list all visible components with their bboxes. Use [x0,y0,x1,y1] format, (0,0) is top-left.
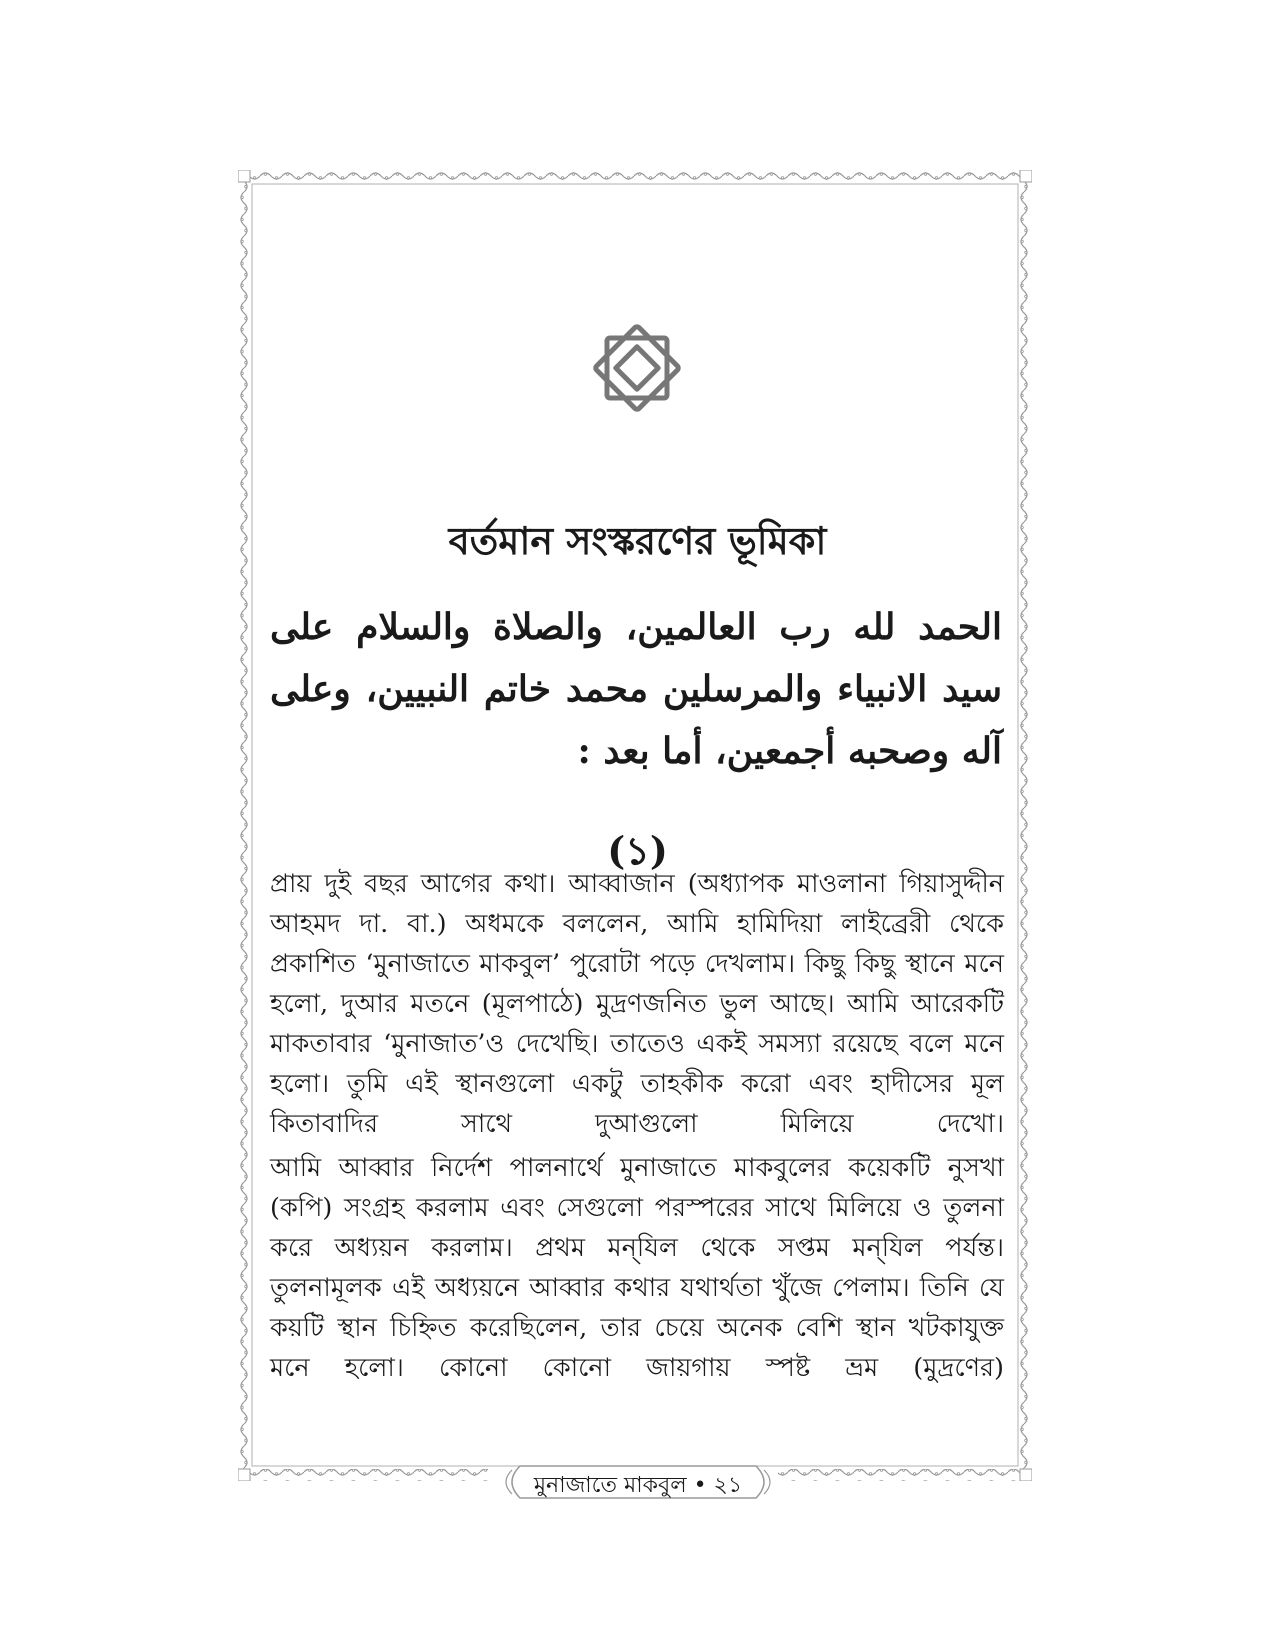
body-paragraph: আমি আব্বার নির্দেশ পালনার্থে মুনাজাতে মাকবুলের কয়েকটি নুসখা (কপি) সংগ্রহ করলাম এবং সেগুলো পরস্পরের সাথে মিলিয়ে ও তুলনা করে অধ্যয়ন করলাম। প্রথম মন্‌যিল থেকে সপ্তম মন্‌যিল পর্যন্ত। তুলনামূলক এই অধ্যয়নে আব্বার কথার যথার্থতা খুঁজে পেলাম। তিনি যে কয়টি স্থান চিহ্নিত করেছিলেন, তার চেয়ে অনেক বেশি স্থান খটকাযুক্ত মনে হলো। কোনো কোনো জায়গায় স্পষ্ট ভ্রম (মুদ্রণের) [270,1153,1004,1383]
arabic-opening-praise: الحمد لله رب العالمين، والصلاة والسلام على سيد الانبياء والمرسلين محمد خاتم النبيين، وعلى آله وصحبه أجمعين، أما بعد : [270,606,1002,772]
page-title: বর্তমান সংস্করণের ভূমিকা [448,518,827,563]
body-paragraph: প্রায় দুই বছর আগের কথা। আব্বাজান (অধ্যাপক মাওলানা গিয়াসুদ্দীন আহমদ দা. বা.) অধমকে বললেন, আমি হামিদিয়া লাইব্রেরী থেকে প্রকাশিত ‘মুনাজাতে মাকবুল’ পুরোটা পড়ে দেখলাম। কিছু কিছু স্থানে মনে হলো, দুআর মতনে (মূলপাঠে) মুদ্রণজনিত ভুল আছে। আমি আরেকটি মাকতাবার ‘মুনাজাত’ও দেখেছি। তাতেও একই সমস্যা রয়েছে বলে মনে হলো। তুমি এই স্থানগুলো একটু তাহকীক করো এবং হাদীসের মূল কিতাবাদির সাথে দুআগুলো মিলিয়ে দেখো। [270,869,1004,1139]
footer-book-title-page-number [498,1462,778,1502]
geometric-star-rosette-icon [585,316,689,420]
section-number: (১) [607,828,668,873]
footer-text: মুনাজাতে মাকবুল • ২১ [533,1473,743,1498]
